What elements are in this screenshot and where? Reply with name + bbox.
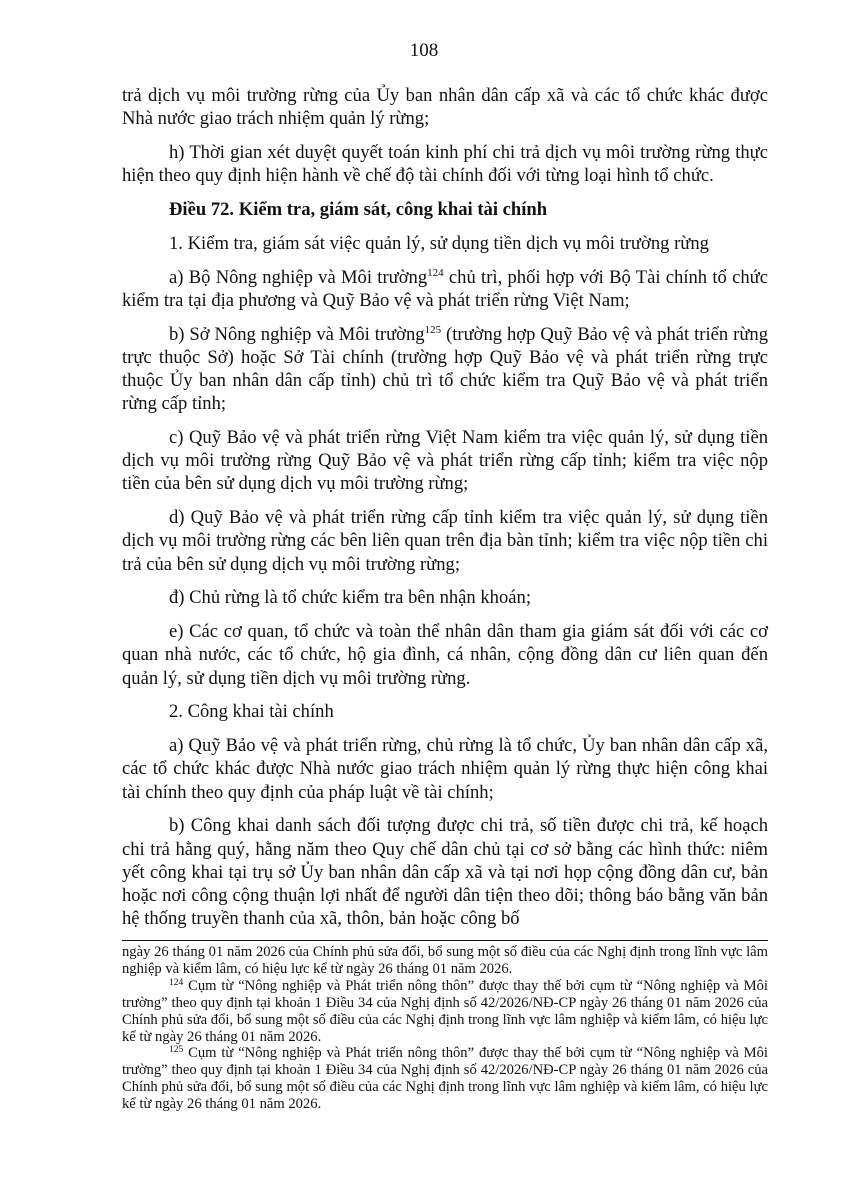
section-1-title: 1. Kiểm tra, giám sát việc quản lý, sử dụng tiền dịch vụ môi trường rừng: [169, 232, 709, 254]
section-2-title: 2. Công khai tài chính: [169, 701, 334, 723]
paragraph-1b-text: b) Sở Nông nghiệp và Môi trường: [169, 323, 425, 345]
footnote-text: Cụm từ “Nông nghiệp và Phát triển nông thôn” được thay thế bởi cụm từ “Nông nghiệp và Môi trường” theo quy định tại khoản 1 Điều 34 của Nghị định số 42/2026/NĐ-CP ngày 26 tháng 01 năm 2026 của Chính phủ sửa đổi, bổ sung một số điều của các Nghị định trong lĩnh vực lâm nghiệp và kiểm lâm, có hiệu lực kể từ ngày 26 tháng 01 năm 2026.: [122, 977, 768, 1045]
paragraph-1c: c) Quỹ Bảo vệ và phát triển rừng Việt Nam kiểm tra việc quản lý, sử dụng tiền dịch vụ môi trường rừng Quỹ Bảo vệ và phát triển rừng cấp tỉnh; kiểm tra việc nộp tiền của bên sử dụng dịch vụ môi trường rừng;: [122, 427, 768, 495]
footnote-number: 124: [169, 977, 184, 988]
footnote-separator: [122, 940, 768, 941]
paragraph-1e: e) Các cơ quan, tổ chức và toàn thể nhân dân tham gia giám sát đối với các cơ quan nhà nước, các tổ chức, hộ gia đình, cá nhân, cộng đồng dân cư liên quan đến quản lý, sử dụng tiền dịch vụ môi trường rừng.: [122, 621, 768, 689]
footnote-text: Cụm từ “Nông nghiệp và Phát triển nông thôn” được thay thế bởi cụm từ “Nông nghiệp và Môi trường” theo quy định tại khoản 1 Điều 34 của Nghị định số 42/2026/NĐ-CP ngày 26 tháng 01 năm 2026 của Chính phủ sửa đổi, bổ sung một số điều của các Nghị định trong lĩnh vực lâm nghiệp và kiểm lâm, có hiệu lực kể từ ngày 26 tháng 01 năm 2026.: [122, 1045, 768, 1113]
footnote-number: 125: [169, 1045, 184, 1056]
paragraph-1d: d) Quỹ Bảo vệ và phát triển rừng cấp tỉnh kiểm tra việc quản lý, sử dụng tiền dịch vụ môi trường rừng các bên liên quan trên địa bàn tỉnh; kiểm tra việc nộp tiền chi trả của bên sử dụng dịch vụ môi trường rừng;: [122, 507, 768, 575]
page-number: 108: [409, 40, 439, 61]
paragraph-1b-text-rest: (trường hợp Quỹ Bảo vệ và phát triển rừng trực thuộc Sở) hoặc Sở Tài chính (trường hợp Quỹ Bảo vệ và phát triển rừng trực thuộc Ủy ban nhân dân cấp tỉnh) chủ trì tổ chức kiểm tra Quỹ Bảo vệ và phát triển rừng cấp tỉnh;: [122, 323, 768, 415]
footnote-124: [122, 978, 768, 1046]
paragraph-1b: [122, 323, 768, 416]
footnotes: [122, 944, 768, 1113]
paragraph-1a-text: a) Bộ Nông nghiệp và Môi trường: [169, 266, 428, 288]
paragraph-1dd: đ) Chủ rừng là tổ chức kiểm tra bên nhận khoán;: [169, 587, 531, 609]
paragraph-continuation: trả dịch vụ môi trường rừng của Ủy ban nhân dân cấp xã và các tổ chức khác được Nhà nước giao trách nhiệm quản lý rừng;: [122, 85, 768, 130]
paragraph-1a-text-rest: chủ trì, phối hợp với Bộ Tài chính tổ chức kiểm tra tại địa phương và Quỹ Bảo vệ và phát triển rừng Việt Nam;: [122, 266, 768, 311]
footnote-continuation: ngày 26 tháng 01 năm 2026 của Chính phủ sửa đổi, bổ sung một số điều của các Nghị định trong lĩnh vực lâm nghiệp và kiểm lâm, có hiệu lực kể từ ngày 26 tháng 01 năm 2026.: [122, 944, 768, 977]
footnote-ref-124[interactable]: 124: [427, 266, 444, 279]
paragraph-1a: [122, 266, 768, 312]
paragraph-item-h: h) Thời gian xét duyệt quyết toán kinh phí chi trả dịch vụ môi trường rừng thực hiện theo quy định hiện hành về chế độ tài chính đối với từng loại hình tổ chức.: [122, 142, 768, 187]
body-text: [122, 84, 768, 941]
paragraph-2b: b) Công khai danh sách đối tượng được chi trả, số tiền được chi trả, kế hoạch chi trả hằng quý, hằng năm theo Quy chế dân chủ tại cơ sở bằng các hình thức: niêm yết công khai tại trụ sở Ủy ban nhân dân cấp xã và tại nơi họp cộng đồng dân cư, bản hoặc nơi công cộng thuận lợi nhất để người dân tiện theo dõi; thông báo bằng văn bản hệ thống truyền thanh của xã, thôn, bản hoặc công bố: [122, 815, 768, 930]
article-heading: Điều 72. Kiểm tra, giám sát, công khai tài chính: [169, 199, 548, 220]
paragraph-2a: a) Quỹ Bảo vệ và phát triển rừng, chủ rừng là tổ chức, Ủy ban nhân dân cấp xã, các tổ chức khác được Nhà nước giao trách nhiệm quản lý rừng thực hiện công khai tài chính theo quy định của pháp luật về tài chính;: [122, 735, 768, 803]
footnote-ref-125[interactable]: 125: [424, 323, 442, 336]
footnote-125: [122, 1045, 768, 1113]
